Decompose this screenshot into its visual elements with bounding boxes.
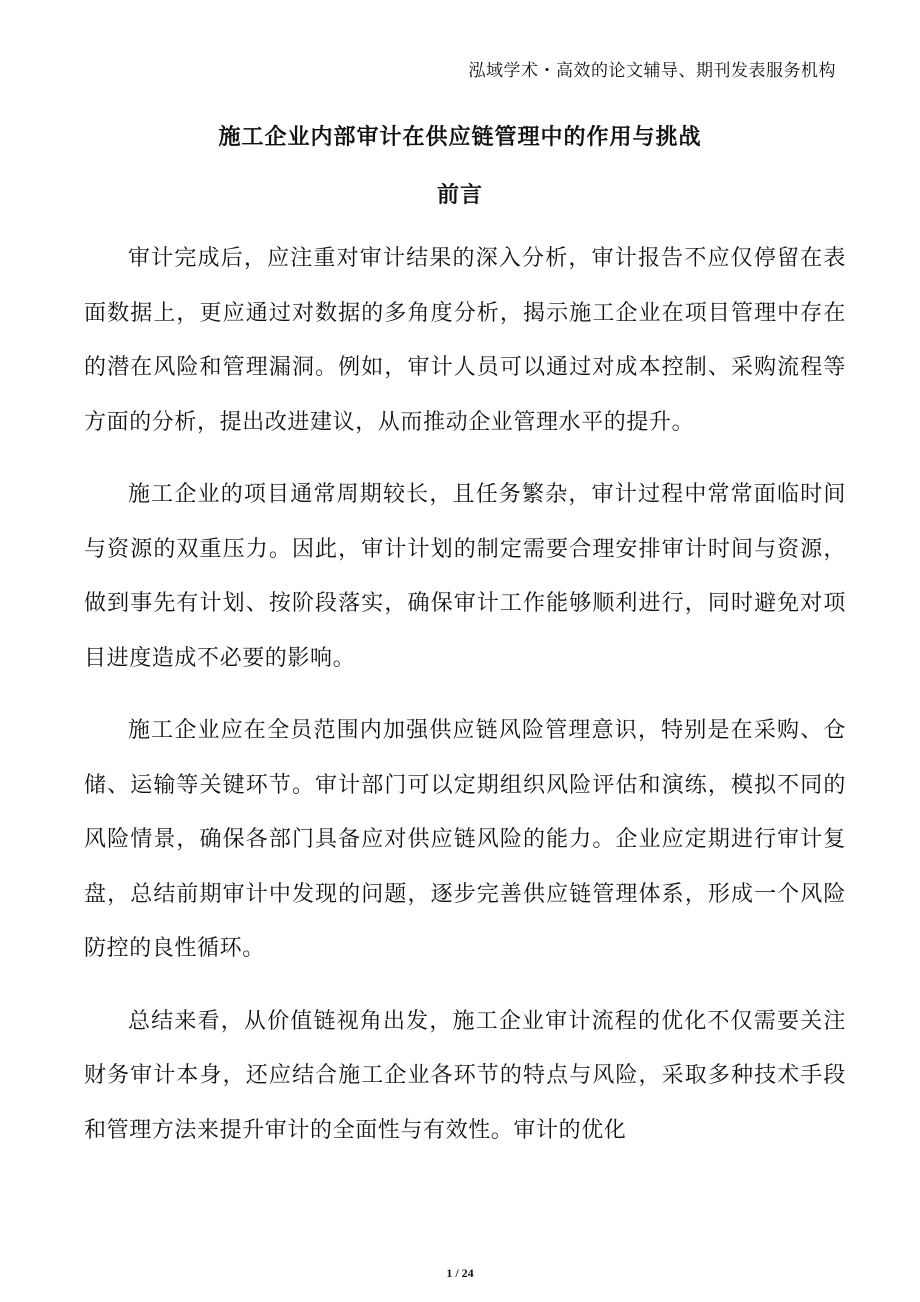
page-header-text: 泓域学术・高效的论文辅导、期刊发表服务机构 [468,61,836,81]
section-heading: 前言 [436,183,483,208]
body-paragraph-3: 施工企业应在全员范围内加强供应链风险管理意识，特别是在采购、仓储、运输等关键环节。审计部门可以定期组织风险评估和演练，模拟不同的风险情景，确保各部门具备应对供应链风险的能力。企业应定期进行审计复盘，总结前期审计中发现的问题，逐步完善供应链管理体系，形成一个风险防控的良性循环。 [84,718,846,961]
document-body [84,232,846,1176]
document-title: 施工企业内部审计在供应链管理中的作用与挑战 [218,125,702,150]
body-paragraph-4: 总结来看，从价值链视角出发，施工企业审计流程的优化不仅需要关注财务审计本身，还应结合施工企业各环节的特点与风险，采取多种技术手段和管理方法来提升审计的全面性与有效性。审计的优化 [84,1008,846,1143]
body-paragraph-1: 审计完成后，应注重对审计结果的深入分析，审计报告不应仅停留在表面数据上，更应通过对数据的多角度分析，揭示施工企业在项目管理中存在的潜在风险和管理漏洞。例如，审计人员可以通过对成本控制、采购流程等方面的分析，提出改进建议，从而推动企业管理水平的提升。 [84,246,846,435]
page-number: 1 / 24 [446,1266,474,1280]
body-paragraph-2: 施工企业的项目通常周期较长，且任务繁杂，审计过程中常常面临时间与资源的双重压力。因此，审计计划的制定需要合理安排审计时间与资源，做到事先有计划、按阶段落实，确保审计工作能够顺利进行，同时避免对项目进度造成不必要的影响。 [84,482,846,671]
